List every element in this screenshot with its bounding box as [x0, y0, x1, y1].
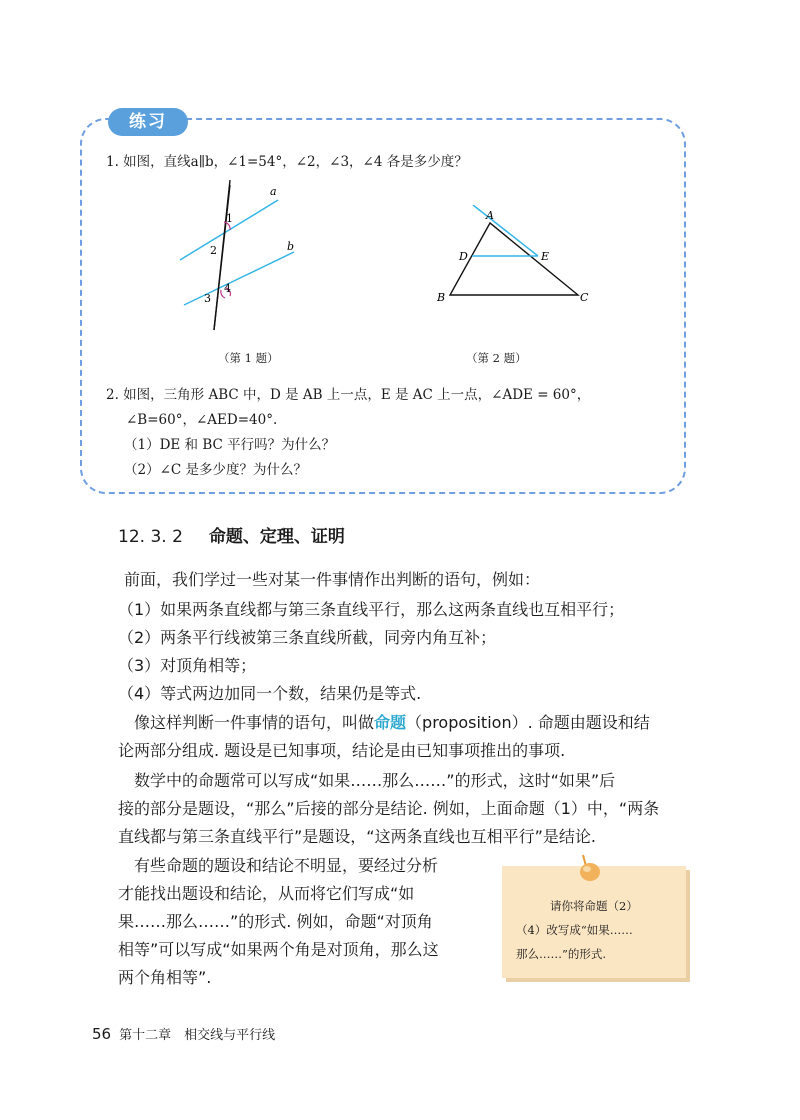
exercise-question-2-sub-1: （1）DE 和 BC 平行吗？为什么？	[124, 437, 336, 453]
figure-2-caption: （第 2 题）	[466, 351, 527, 365]
paragraph-4-line-2: 才能找出题设和结论，从而将它们写成“如	[118, 884, 415, 903]
label-angle-4: 4	[224, 282, 231, 295]
pin-icon	[572, 852, 604, 886]
label-D: D	[459, 250, 468, 263]
label-A: A	[486, 209, 494, 222]
intro-paragraph: 前面，我们学过一些对某一件事情作出判断的语句，例如：	[124, 570, 541, 589]
example-item-1: （1）如果两条直线都与第三条直线平行，那么这两条直线也互相平行；	[118, 600, 625, 619]
label-angle-2: 2	[210, 244, 217, 257]
example-item-3: （3）对顶角相等；	[118, 656, 257, 675]
line-a	[180, 200, 278, 260]
exercise-question-2-line-2: ∠B=60°，∠AED=40°.	[126, 412, 278, 428]
exercise-tag: 练习	[108, 108, 188, 136]
note-line-1: 请你将命题（2）	[550, 899, 638, 913]
paragraph-3-line-3: 直线都与第三条直线平行”是题设，“这两条直线也互相平行”是结论.	[118, 827, 596, 846]
label-angle-1: 1	[226, 212, 233, 225]
paragraph-4-line-3: 果……那么……”的形式. 例如，命题“对顶角	[118, 912, 433, 931]
line-b	[184, 252, 294, 305]
note-line-3: 那么……”的形式.	[516, 947, 607, 961]
keyword-proposition: 命题	[374, 713, 407, 732]
definition-line-2: 论两部分组成. 题设是已知事项，结论是由已知事项推出的事项.	[118, 741, 566, 760]
paragraph-4-line-1: 有些命题的题设和结论不明显，要经过分析	[134, 856, 439, 875]
section-number: 12. 3. 2	[118, 527, 183, 547]
paragraph-3-line-1: 数学中的命题常可以写成“如果……那么……”的形式，这时“如果”后	[134, 771, 616, 790]
note-line-2: （4）改写成“如果……	[516, 923, 633, 937]
triangle-abc	[450, 223, 578, 295]
figure-2-diagram	[430, 205, 600, 305]
exercise-question-2-line-1: 2. 如图，三角形 ABC 中，D 是 AB 上一点，E 是 AC 上一点，∠ADE = 60°，	[106, 387, 591, 403]
figure-1-diagram	[170, 180, 320, 340]
figure-1-caption: （第 1 题）	[218, 351, 279, 365]
paragraph-4-line-4: 相等”可以写成“如果两个角是对顶角，那么这	[118, 940, 439, 959]
example-item-2: （2）两条平行线被第三条直线所截，同旁内角互补；	[118, 628, 497, 647]
label-a: a	[270, 185, 277, 198]
exercise-question-2-sub-2: （2）∠C 是多少度？为什么？	[124, 462, 308, 478]
label-E: E	[541, 250, 550, 263]
paragraph-3-line-2: 接的部分是题设，“那么”后接的部分是结论. 例如，上面命题（1）中，“两条	[118, 799, 660, 818]
paragraph-4-line-5: 两个角相等”.	[118, 968, 212, 987]
chapter-title: 第十二章 相交线与平行线	[119, 1028, 276, 1043]
label-B: B	[437, 291, 446, 304]
label-C: C	[580, 291, 589, 304]
page-footer	[92, 1024, 275, 1043]
label-b: b	[287, 240, 295, 253]
definition-line-1: 像这样判断一件事情的语句，叫做命题（proposition）. 命题由题设和结	[134, 713, 650, 732]
exercise-question-1: 1. 如图，直线a∥b，∠1=54°，∠2，∠3，∠4 各是多少度？	[106, 154, 468, 170]
section-title: 命题、定理、证明	[208, 527, 345, 547]
page-number: 56	[92, 1025, 112, 1043]
section-heading	[118, 522, 345, 547]
example-item-4: （4）等式两边加同一个数，结果仍是等式.	[118, 684, 422, 703]
label-angle-3: 3	[204, 292, 211, 305]
